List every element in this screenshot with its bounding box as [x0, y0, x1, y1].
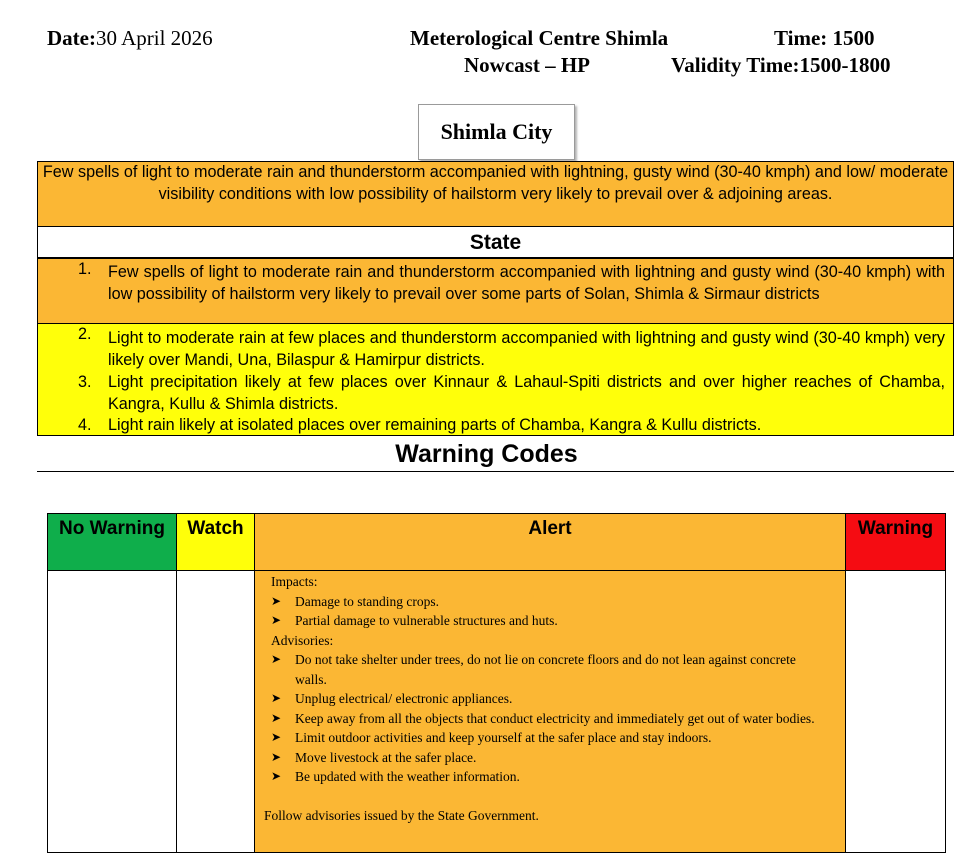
state-item — [38, 372, 953, 415]
date-value: 30 April 2026 — [95, 26, 213, 50]
date-label: Date: — [47, 26, 96, 50]
arrowhead-bullet-icon: ➤ — [271, 613, 282, 627]
list-item — [271, 689, 829, 709]
impact-text: Partial damage to vulnerable structures and huts. — [295, 613, 558, 628]
list-item — [271, 650, 829, 689]
divider-line — [37, 471, 954, 472]
state-item-number: 3. — [78, 373, 92, 391]
city-forecast: Few spells of light to moderate rain and thunderstorm accompanied with lightning, gusty wind (30-40 kmph) and low/ moderate visibility conditions with low possibility of hailstorm very likely to prevail over & adjoining areas. — [37, 161, 954, 227]
follow-advisory-note: Follow advisories issued by the State Government. — [264, 807, 539, 823]
state-heading: State — [37, 227, 954, 258]
arrowhead-bullet-icon: ➤ — [271, 769, 282, 783]
advisory-text: Keep away from all the objects that conduct electricity and immediately get out of water bodies. — [295, 710, 815, 726]
arrowhead-bullet-icon: ➤ — [271, 691, 282, 705]
arrowhead-bullet-icon: ➤ — [271, 593, 282, 608]
arrowhead-bullet-icon: ➤ — [271, 749, 282, 764]
warning-cell — [846, 571, 946, 853]
list-item — [271, 611, 829, 631]
advisory-text: Move livestock at the safer place. — [295, 749, 477, 765]
state-item-yellow-block — [37, 324, 954, 436]
state-item-number: 1. — [78, 260, 92, 278]
alert-cell — [255, 571, 846, 853]
arrowhead-bullet-icon: ➤ — [271, 652, 282, 666]
date-line — [47, 26, 213, 51]
advisory-text: Do not take shelter under trees, do not lie on concrete floors and do not lean against concrete walls. — [295, 652, 796, 687]
state-item-orange-block — [37, 258, 954, 324]
arrowhead-bullet-icon: ➤ — [271, 710, 282, 725]
advisory-text: Limit outdoor activities and keep yourself at the safer place and stay indoors. — [295, 730, 712, 745]
state-item-text: Light rain likely at isolated places over remaining parts of Chamba, Kangra & Kullu districts. — [108, 416, 762, 434]
impact-text: Damage to standing crops. — [295, 593, 439, 609]
watch-header: Watch — [177, 514, 255, 571]
list-item — [271, 592, 829, 612]
list-item — [271, 709, 829, 729]
state-item-text: Light precipitation likely at few places over Kinnaur & Lahaul-Spiti districts and over higher reaches of Chamba, Kangra, Kullu & Shimla districts. — [108, 373, 945, 413]
validity-time: Validity Time:1500-1800 — [671, 53, 891, 77]
arrowhead-bullet-icon: ➤ — [271, 730, 282, 744]
state-item-text: Light to moderate rain at few places and thunderstorm accompanied with lightning and gusty wind (30-40 kmph) very likely over Mandi, Una, Bilaspur & Hamirpur districts. — [108, 329, 945, 369]
issue-time: Time: 1500 — [774, 26, 875, 50]
list-item — [271, 748, 829, 768]
state-item-number: 2. — [78, 325, 92, 343]
advisories-label: Advisories: — [271, 632, 334, 648]
no-warning-cell — [48, 571, 177, 853]
table-body-row — [48, 571, 946, 853]
centre-name: Meterological Centre Shimla — [410, 26, 669, 50]
state-item — [38, 259, 953, 305]
impacts-label: Impacts: — [271, 574, 318, 589]
warning-codes-table — [47, 513, 946, 853]
state-item — [38, 415, 953, 437]
warning-header: Warning — [846, 514, 946, 571]
watch-cell — [177, 571, 255, 853]
table-header-row — [48, 514, 946, 571]
warning-codes-title: Warning Codes — [395, 440, 578, 468]
list-item — [271, 767, 829, 787]
state-item-number: 4. — [78, 416, 92, 434]
alert-header: Alert — [255, 514, 846, 571]
city-title: Shimla City — [418, 104, 575, 160]
state-item-text: Few spells of light to moderate rain and thunderstorm accompanied with lightning and gusty wind (30-40 kmph) with low possibility of hailstorm very likely to prevail over some parts of Solan, Shimla & Sirmaur districts — [108, 263, 945, 303]
advisory-text: Unplug electrical/ electronic appliances. — [295, 691, 513, 706]
nowcast-label: Nowcast – HP — [464, 53, 590, 77]
no-warning-header: No Warning — [48, 514, 177, 571]
state-item — [38, 324, 953, 371]
list-item — [271, 728, 829, 748]
advisory-text: Be updated with the weather information. — [295, 769, 520, 784]
